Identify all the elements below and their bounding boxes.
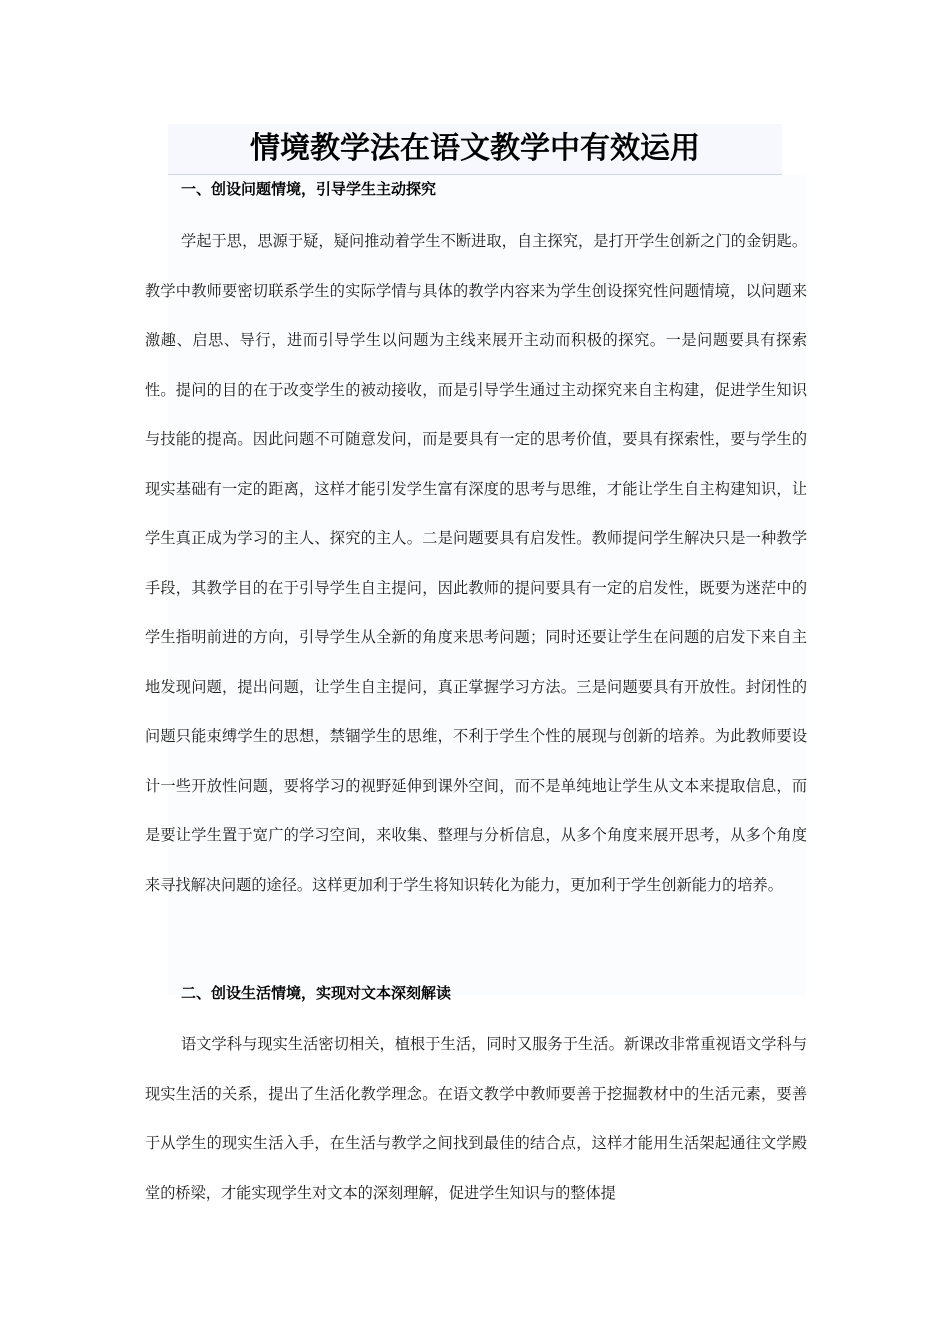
title-banner (168, 124, 782, 175)
section-paragraph-1: 学起于思，思源于疑，疑问推动着学生不断进取，自主探究，是打开学生创新之门的金钥匙。教学中教师要密切联系学生的实际学情与具体的教学内容来为学生创设探究性问题情境，以问题来激趣、启思、导行，进而引导学生以问题为主线来展开主动而积极的探究。一是问题要具有探索性。提问的目的在于改变学生的被动接收，而是引导学生通过主动探究来自主构建，促进学生知识与技能的提高。因此问题不可随意发问，而是要具有一定的思考价值，要具有探索性，要与学生的现实基础有一定的距离，这样才能引发学生富有深度的思考与思维，才能让学生自主构建知识，让学生真正成为学习的主人、探究的主人。二是问题要具有启发性。教师提问学生解决只是一种教学手段，其教学目的在于引导学生自主提问，因此教师的提问要具有一定的启发性，既要为迷茫中的学生指明前进的方向，引导学生从全新的角度来思考问题；同时还要让学生在问题的启发下来自主地发现问题，提出问题，让学生自主提问，真正掌握学习方法。三是问题要具有开放性。封闭性的问题只能束缚学生的思想，禁锢学生的思维，不利于学生个性的展现与创新的培养。为此教师要设计一些开放性问题，要将学习的视野延伸到课外空间，而不是单纯地让学生从文本来提取信息，而是要让学生置于宽广的学习空间，来收集、整理与分析信息，从多个角度来展开思考，从多个角度来寻找解决问题的途径。这样更加利于学生将知识转化为能力，更加利于学生创新能力的培养。 (145, 232, 807, 894)
section-paragraph-2: 语文学科与现实生活密切相关，植根于生活，同时又服务于生活。新课改非常重视语文学科与现实生活的关系，提出了生活化教学理念。在语文教学中教师要善于挖掘教材中的生活元素，要善于从学生的现实生活入手，在生活与教学之间找到最佳的结合点，这样才能用生活架起通往文学殿堂的桥梁，才能实现学生对文本的深刻理解，促进学生知识与的整体提 (145, 1035, 807, 1202)
section-heading-2: 二、创设生活情境，实现对文本深刻解读 (181, 984, 452, 1002)
document-title: 情境教学法在语文教学中有效运用 (250, 131, 700, 166)
section-heading-1: 一、创设问题情境，引导学生主动探究 (181, 180, 437, 198)
document-body (145, 175, 807, 1202)
